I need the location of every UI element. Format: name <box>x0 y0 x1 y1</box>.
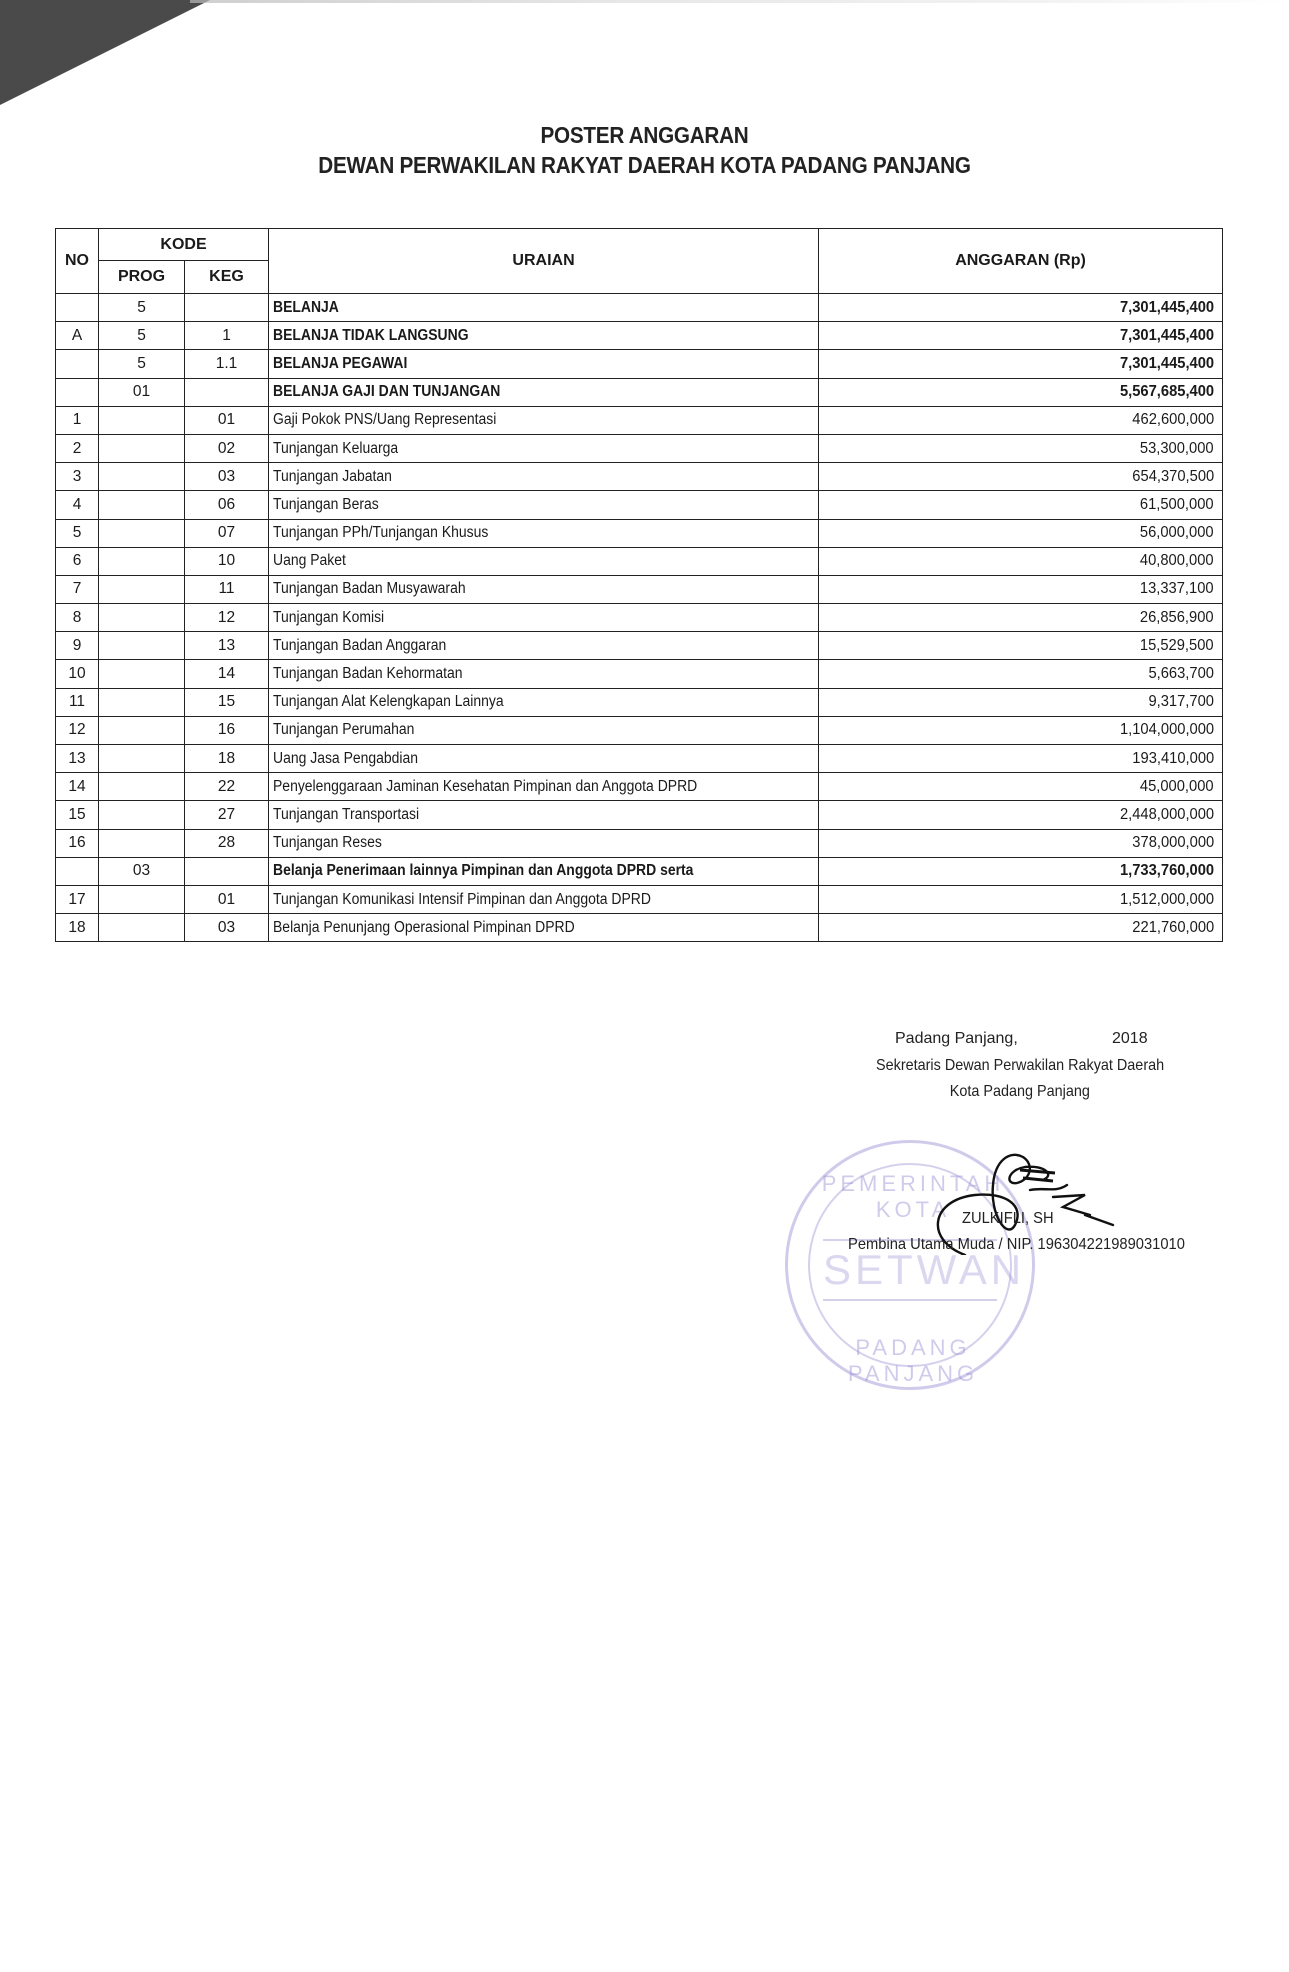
scan-shadow-corner <box>0 0 210 105</box>
row-keg: 03 <box>185 463 269 491</box>
table-row <box>56 885 1223 913</box>
row-anggaran: 61,500,000 <box>819 491 1223 519</box>
row-anggaran: 2,448,000,000 <box>819 801 1223 829</box>
table-row <box>56 519 1223 547</box>
stamp-center-text: SETWAN <box>823 1239 997 1301</box>
row-no <box>56 378 99 406</box>
row-no: 7 <box>56 575 99 603</box>
row-anggaran: 9,317,700 <box>819 688 1223 716</box>
row-keg <box>185 294 269 322</box>
table-row <box>56 745 1223 773</box>
row-prog: 03 <box>99 857 185 885</box>
row-keg: 03 <box>185 914 269 942</box>
table-row <box>56 547 1223 575</box>
row-keg: 12 <box>185 604 269 632</box>
row-uraian: BELANJA <box>269 294 819 322</box>
row-no <box>56 857 99 885</box>
row-keg: 01 <box>185 885 269 913</box>
row-prog <box>99 688 185 716</box>
document-title: POSTER ANGGARAN <box>540 122 749 148</box>
row-keg <box>185 857 269 885</box>
stamp-bottom-text: PADANG PANJANG <box>847 1335 979 1386</box>
row-prog <box>99 604 185 632</box>
table-row <box>56 463 1223 491</box>
row-keg: 14 <box>185 660 269 688</box>
signature-place: Padang Panjang, <box>895 1030 1018 1047</box>
table-row <box>56 491 1223 519</box>
row-uraian: Uang Jasa Pengabdian <box>269 745 819 773</box>
row-keg: 02 <box>185 434 269 462</box>
table-row <box>56 322 1223 350</box>
row-uraian: Tunjangan Beras <box>269 491 819 519</box>
row-prog: 01 <box>99 378 185 406</box>
row-keg: 22 <box>185 773 269 801</box>
table-row <box>56 406 1223 434</box>
row-anggaran: 1,512,000,000 <box>819 885 1223 913</box>
row-anggaran: 7,301,445,400 <box>819 294 1223 322</box>
table-row <box>56 575 1223 603</box>
row-keg: 15 <box>185 688 269 716</box>
scan-top-edge <box>190 0 1289 3</box>
row-prog <box>99 773 185 801</box>
row-keg: 11 <box>185 575 269 603</box>
row-anggaran: 40,800,000 <box>819 547 1223 575</box>
row-prog <box>99 491 185 519</box>
row-no: 5 <box>56 519 99 547</box>
row-prog <box>99 745 185 773</box>
row-anggaran: 53,300,000 <box>819 434 1223 462</box>
row-anggaran: 1,733,760,000 <box>819 857 1223 885</box>
header-uraian: URAIAN <box>269 229 819 294</box>
row-uraian: Tunjangan Jabatan <box>269 463 819 491</box>
row-no: 13 <box>56 745 99 773</box>
row-no: 1 <box>56 406 99 434</box>
table-row <box>56 857 1223 885</box>
row-no <box>56 294 99 322</box>
row-uraian: Tunjangan Badan Kehormatan <box>269 660 819 688</box>
row-keg: 16 <box>185 716 269 744</box>
table-row <box>56 434 1223 462</box>
signature-position-line2: Kota Padang Panjang <box>949 1083 1091 1100</box>
table-row <box>56 773 1223 801</box>
row-anggaran: 193,410,000 <box>819 745 1223 773</box>
row-anggaran: 378,000,000 <box>819 829 1223 857</box>
header-no: NO <box>56 229 99 294</box>
row-prog <box>99 914 185 942</box>
row-no: 15 <box>56 801 99 829</box>
row-no: 2 <box>56 434 99 462</box>
row-uraian: Tunjangan Komisi <box>269 604 819 632</box>
signer-name: ZULKIFLI, SH <box>962 1210 1054 1227</box>
row-no: 18 <box>56 914 99 942</box>
row-no: 10 <box>56 660 99 688</box>
row-prog <box>99 885 185 913</box>
document-subtitle: DEWAN PERWAKILAN RAKYAT DAERAH KOTA PADANG PANJANG <box>318 152 971 178</box>
row-uraian: Tunjangan Keluarga <box>269 434 819 462</box>
header-anggaran: ANGGARAN (Rp) <box>819 229 1223 294</box>
row-prog <box>99 829 185 857</box>
row-prog <box>99 519 185 547</box>
stamp-top-text: PEMERINTAH KOTA <box>821 1171 1005 1222</box>
row-anggaran: 15,529,500 <box>819 632 1223 660</box>
signer-rank-nip: Pembina Utama Muda / NIP. 196304221989031010 <box>848 1236 1185 1253</box>
row-uraian: Uang Paket <box>269 547 819 575</box>
table-row <box>56 294 1223 322</box>
row-anggaran: 7,301,445,400 <box>819 322 1223 350</box>
row-prog <box>99 801 185 829</box>
header-kode: KODE <box>99 229 269 261</box>
budget-table <box>55 228 1223 942</box>
row-anggaran: 654,370,500 <box>819 463 1223 491</box>
budget-table-body <box>56 294 1223 942</box>
row-prog <box>99 434 185 462</box>
row-uraian: Belanja Penunjang Operasional Pimpinan DPRD <box>269 914 819 942</box>
row-no: 4 <box>56 491 99 519</box>
row-anggaran: 45,000,000 <box>819 773 1223 801</box>
row-keg <box>185 378 269 406</box>
table-row <box>56 660 1223 688</box>
row-uraian: Tunjangan Badan Musyawarah <box>269 575 819 603</box>
row-anggaran: 7,301,445,400 <box>819 350 1223 378</box>
row-uraian: Tunjangan PPh/Tunjangan Khusus <box>269 519 819 547</box>
signature-year: 2018 <box>1112 1030 1148 1047</box>
header-keg: KEG <box>185 261 269 294</box>
row-no <box>56 350 99 378</box>
row-anggaran: 221,760,000 <box>819 914 1223 942</box>
row-prog: 5 <box>99 322 185 350</box>
row-no: 8 <box>56 604 99 632</box>
row-keg: 1 <box>185 322 269 350</box>
row-anggaran: 5,567,685,400 <box>819 378 1223 406</box>
row-uraian: Tunjangan Reses <box>269 829 819 857</box>
table-row <box>56 350 1223 378</box>
row-no: A <box>56 322 99 350</box>
row-keg: 27 <box>185 801 269 829</box>
row-prog <box>99 547 185 575</box>
row-uraian: Belanja Penerimaan lainnya Pimpinan dan Anggota DPRD serta <box>269 857 819 885</box>
row-keg: 06 <box>185 491 269 519</box>
row-uraian: Tunjangan Komunikasi Intensif Pimpinan dan Anggota DPRD <box>269 885 819 913</box>
row-uraian: Tunjangan Alat Kelengkapan Lainnya <box>269 688 819 716</box>
row-prog <box>99 632 185 660</box>
signature-position-line1: Sekretaris Dewan Perwakilan Rakyat Daerah <box>875 1057 1165 1074</box>
table-row <box>56 604 1223 632</box>
row-no: 14 <box>56 773 99 801</box>
row-keg: 28 <box>185 829 269 857</box>
table-row <box>56 632 1223 660</box>
row-uraian: BELANJA PEGAWAI <box>269 350 819 378</box>
table-row <box>56 378 1223 406</box>
row-keg: 13 <box>185 632 269 660</box>
header-prog: PROG <box>99 261 185 294</box>
table-row <box>56 688 1223 716</box>
row-anggaran: 1,104,000,000 <box>819 716 1223 744</box>
row-keg: 10 <box>185 547 269 575</box>
row-no: 9 <box>56 632 99 660</box>
row-uraian: Tunjangan Transportasi <box>269 801 819 829</box>
row-no: 3 <box>56 463 99 491</box>
row-prog <box>99 716 185 744</box>
row-prog <box>99 406 185 434</box>
table-row <box>56 801 1223 829</box>
row-prog <box>99 660 185 688</box>
row-no: 6 <box>56 547 99 575</box>
table-row <box>56 716 1223 744</box>
row-anggaran: 56,000,000 <box>819 519 1223 547</box>
row-anggaran: 462,600,000 <box>819 406 1223 434</box>
table-row <box>56 829 1223 857</box>
row-prog <box>99 575 185 603</box>
row-keg: 07 <box>185 519 269 547</box>
row-no: 17 <box>56 885 99 913</box>
row-uraian: BELANJA TIDAK LANGSUNG <box>269 322 819 350</box>
row-keg: 01 <box>185 406 269 434</box>
row-prog: 5 <box>99 294 185 322</box>
row-uraian: Penyelenggaraan Jaminan Kesehatan Pimpinan dan Anggota DPRD <box>269 773 819 801</box>
row-uraian: BELANJA GAJI DAN TUNJANGAN <box>269 378 819 406</box>
row-uraian: Gaji Pokok PNS/Uang Representasi <box>269 406 819 434</box>
row-anggaran: 13,337,100 <box>819 575 1223 603</box>
row-uraian: Tunjangan Perumahan <box>269 716 819 744</box>
row-no: 11 <box>56 688 99 716</box>
row-no: 16 <box>56 829 99 857</box>
row-prog <box>99 463 185 491</box>
row-uraian: Tunjangan Badan Anggaran <box>269 632 819 660</box>
row-keg: 18 <box>185 745 269 773</box>
row-anggaran: 26,856,900 <box>819 604 1223 632</box>
row-keg: 1.1 <box>185 350 269 378</box>
row-prog: 5 <box>99 350 185 378</box>
table-row <box>56 914 1223 942</box>
row-anggaran: 5,663,700 <box>819 660 1223 688</box>
row-no: 12 <box>56 716 99 744</box>
